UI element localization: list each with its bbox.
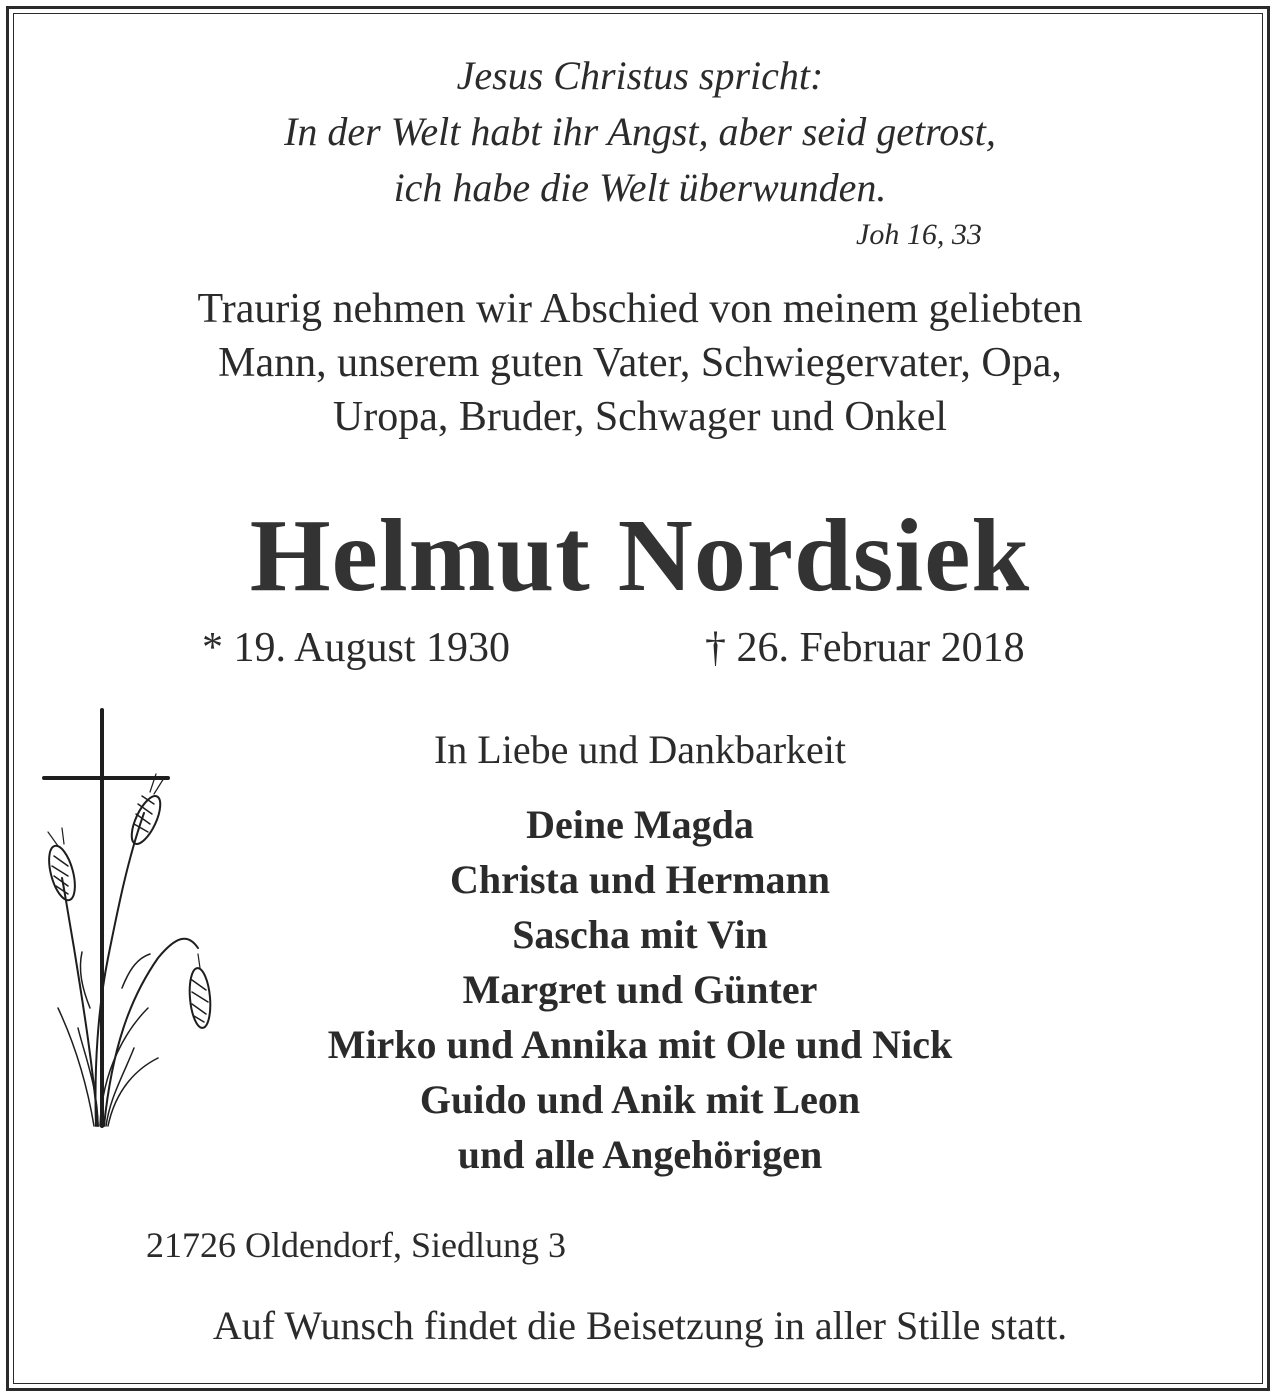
mourner-line: und alle Angehörigen bbox=[457, 1132, 823, 1177]
mourner-line: Guido und Anik mit Leon bbox=[419, 1077, 861, 1122]
birth-date: * 19. August 1930 bbox=[202, 625, 511, 671]
cross-with-wheat-icon bbox=[38, 708, 238, 1128]
mourner-line: Mirko und Annika mit Ole und Nick bbox=[327, 1022, 953, 1067]
deceased-name: Helmut Nordsiek bbox=[249, 498, 1031, 613]
intro-line: Mann, unserem guten Vater, Schwiegervater, Opa, bbox=[218, 340, 1062, 386]
intro-line: Traurig nehmen wir Abschied von meinem geliebten bbox=[197, 286, 1083, 332]
verse-line: ich habe die Welt überwunden. bbox=[393, 165, 887, 210]
mourner-line: Deine Magda bbox=[526, 802, 754, 847]
verse-line: In der Welt habt ihr Angst, aber seid getrost, bbox=[284, 109, 996, 154]
verse-reference: Joh 16, 33 bbox=[856, 218, 982, 251]
mourner-line: Margret und Günter bbox=[462, 967, 818, 1012]
address: 21726 Oldendorf, Siedlung 3 bbox=[146, 1225, 566, 1265]
intro-line: Uropa, Bruder, Schwager und Onkel bbox=[332, 394, 948, 440]
intro-text bbox=[0, 282, 1280, 444]
closing-note: Auf Wunsch findet die Beisetzung in aller Stille statt. bbox=[212, 1303, 1068, 1348]
mourner-line: Sascha mit Vin bbox=[512, 912, 768, 957]
death-date: † 26. Februar 2018 bbox=[705, 625, 1025, 671]
dedication: In Liebe und Dankbarkeit bbox=[433, 727, 847, 772]
mourner-line: Christa und Hermann bbox=[449, 857, 831, 902]
bible-verse bbox=[0, 48, 1280, 216]
verse-line: Jesus Christus spricht: bbox=[456, 53, 824, 98]
